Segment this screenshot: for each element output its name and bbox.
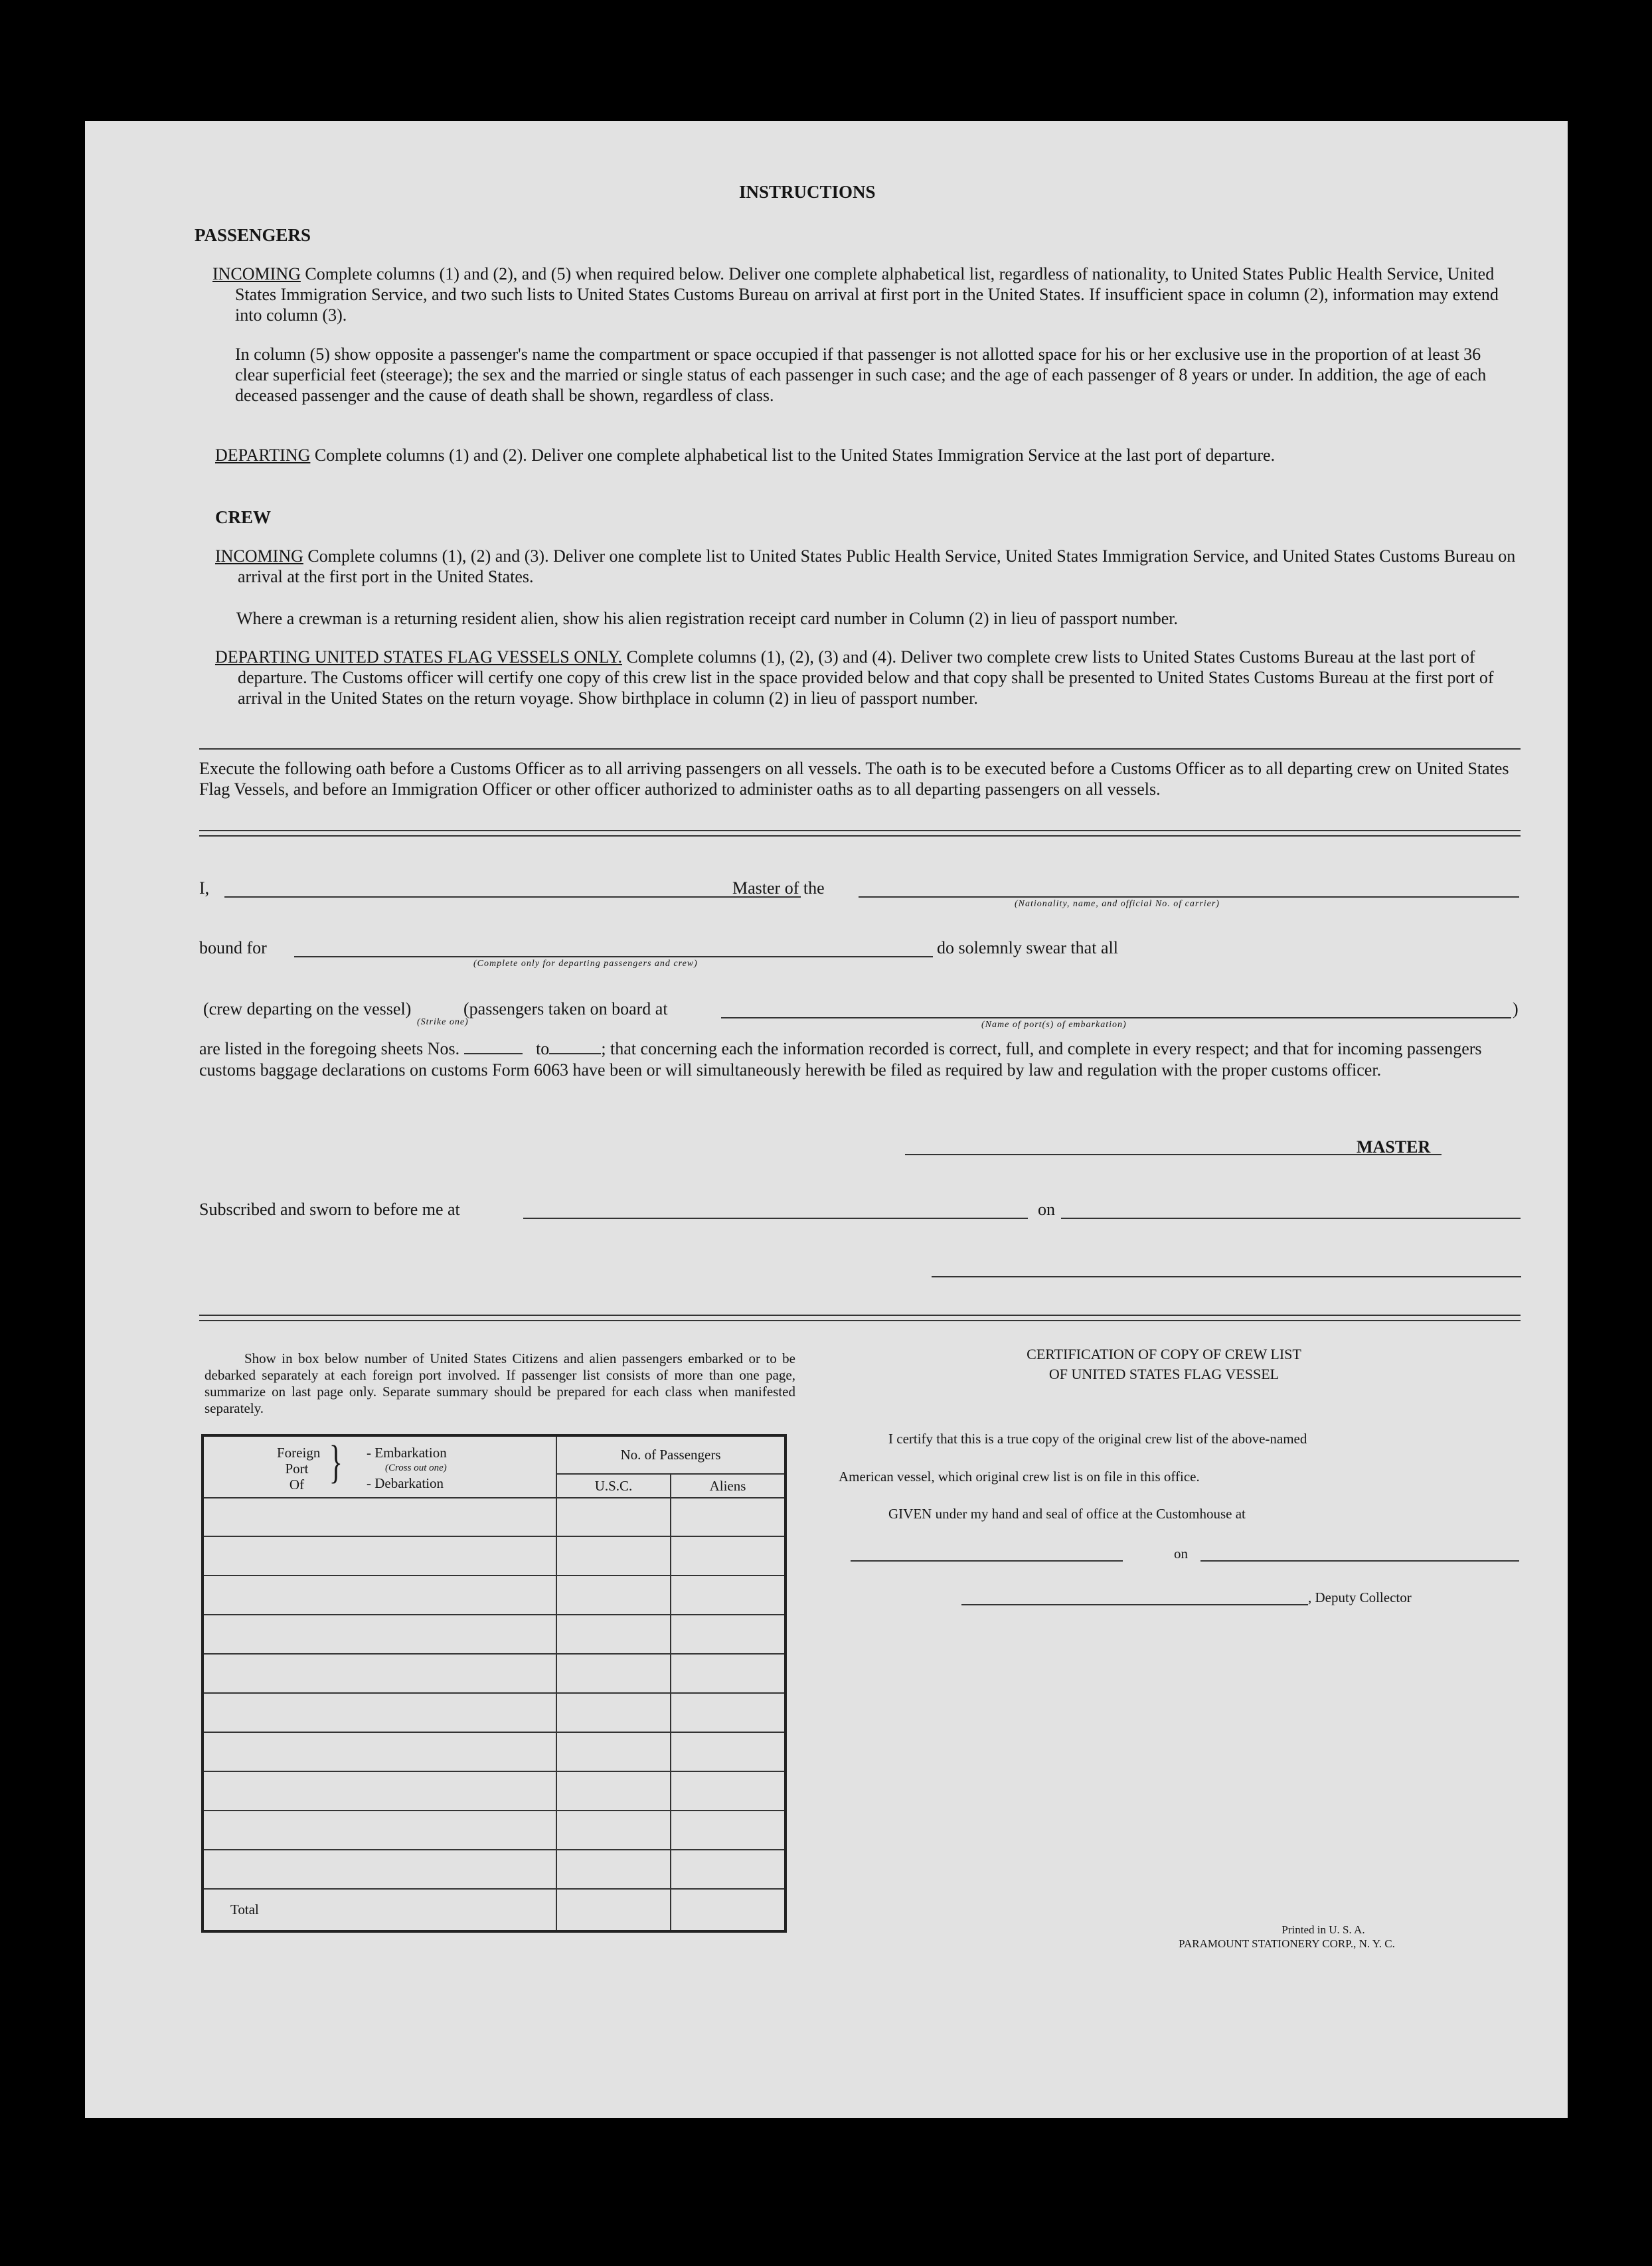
bound-for-line[interactable] [294, 956, 933, 957]
oath-statement [199, 1038, 1521, 1081]
passengers-departing-paragraph [215, 445, 1523, 465]
divider [199, 1315, 1521, 1321]
passengers-taken-label[interactable]: (passengers taken on board at [463, 999, 668, 1018]
certification-title-line2: OF UNITED STATES FLAG VESSEL [1048, 1366, 1280, 1382]
usc-header: U.S.C. [556, 1474, 671, 1498]
master-name-line[interactable] [224, 896, 801, 898]
crew-incoming-label: INCOMING [215, 546, 303, 566]
aliens-cell[interactable] [671, 1693, 785, 1732]
of-label: Of [289, 1477, 305, 1493]
table-row[interactable] [203, 1615, 785, 1654]
officer-signature-line[interactable] [932, 1276, 1521, 1277]
passengers-heading: PASSENGERS [195, 225, 311, 245]
crew-departing-text: Complete columns (1), (2), (3) and (4). Deliver two complete crew lists to United States Customs Bureau at the last port of departure. The Customs officer will certify one copy of this crew list in the space provided below and that copy shall be presented to United States Customs Bureau at the first port of arrival in the United States on the return voyage. Show birthplace in column (2) in lieu of passport number. [238, 647, 1494, 708]
crew-heading: CREW [215, 507, 272, 527]
port-cell[interactable] [203, 1732, 556, 1771]
aliens-cell[interactable] [671, 1498, 785, 1536]
swear-label: do solemnly swear that all [937, 938, 1118, 957]
usc-cell[interactable] [556, 1811, 671, 1850]
usc-cell[interactable] [556, 1498, 671, 1536]
summary-instructions: Show in box below number of United States Citizens and alien passengers embarked or to be debarked separately at each foreign port involved. If passenger list consists of more than one page, summarize on last page only. Separate summary should be prepared for each class when manifested separately. [205, 1350, 795, 1416]
master-label: MASTER [1357, 1137, 1431, 1157]
deputy-collector-signature-line[interactable] [961, 1604, 1308, 1605]
certification-title-line1: CERTIFICATION OF COPY OF CREW LIST [1027, 1346, 1301, 1362]
port-cell[interactable] [203, 1654, 556, 1693]
given-line: GIVEN under my hand and seal of office at the Customhouse at [888, 1506, 1246, 1522]
aliens-total-cell[interactable] [671, 1889, 785, 1931]
passengers-incoming-text: Complete columns (1) and (2), and (5) when required below. Deliver one complete alphabetical list, regardless of nationality, to United States Public Health Service, United States Immigration Service, and two such lists to United States Customs Bureau on arrival at first port in the United States. If insufficient space in column (2), information may extend into column (3). [235, 264, 1499, 325]
port-cell[interactable] [203, 1693, 556, 1732]
ports-caption: (Name of port(s) of embarkation) [981, 1020, 1127, 1030]
customhouse-place-line[interactable] [851, 1560, 1123, 1562]
to-label: to [536, 1039, 550, 1058]
port-cell[interactable] [203, 1615, 556, 1654]
certify-line2: American vessel, which original crew list is on file in this office. [839, 1469, 1200, 1485]
passenger-summary-table [201, 1434, 787, 1933]
port-cell[interactable] [203, 1850, 556, 1889]
port-cell[interactable] [203, 1576, 556, 1615]
listed-rest: ; that concerning each the information recorded is correct, full, and complete in every respect; and that for incoming passengers customs baggage declarations on customs Form 6063 have been or will simultaneously herewith be filed as required by law and regulation with the proper customs officer. [199, 1039, 1482, 1080]
debarkation-label[interactable]: - Debarkation [367, 1475, 444, 1491]
aliens-cell[interactable] [671, 1654, 785, 1693]
port-label: Port [285, 1461, 309, 1477]
aliens-cell[interactable] [671, 1811, 785, 1850]
usc-total-cell[interactable] [556, 1889, 671, 1931]
brace-icon: } [329, 1437, 343, 1488]
table-row[interactable] [203, 1693, 785, 1732]
usc-cell[interactable] [556, 1693, 671, 1732]
subscribed-date-line[interactable] [1061, 1218, 1521, 1219]
usc-cell[interactable] [556, 1576, 671, 1615]
form-page [85, 121, 1568, 2118]
port-header-cell [203, 1435, 556, 1498]
passengers-incoming-label: INCOMING [212, 264, 301, 283]
embarkation-label[interactable]: - Embarkation [367, 1445, 447, 1461]
port-cell[interactable] [203, 1536, 556, 1576]
instructions-title: INSTRUCTIONS [739, 182, 876, 202]
table-row[interactable] [203, 1771, 785, 1811]
port-cell[interactable] [203, 1498, 556, 1536]
close-paren: ) [1513, 999, 1519, 1018]
usc-cell[interactable] [556, 1615, 671, 1654]
aliens-cell[interactable] [671, 1536, 785, 1576]
aliens-cell[interactable] [671, 1732, 785, 1771]
aliens-cell[interactable] [671, 1771, 785, 1811]
certification-date-line[interactable] [1200, 1560, 1519, 1562]
table-row[interactable] [203, 1654, 785, 1693]
aliens-cell[interactable] [671, 1615, 785, 1654]
passengers-column5-paragraph: In column (5) show opposite a passenger's name the compartment or space occupied if that passenger is not allotted space for his or her exclusive use in the proportion of at least 36 clear superficial feet (steerage); the sex and the married or single status of each passenger in such case; and the age of each passenger of 8 years or under. In addition, the age of each deceased passenger and the cause of death shall be shown, regardless of class. [235, 345, 1487, 405]
port-cell[interactable] [203, 1811, 556, 1850]
total-row[interactable] [203, 1889, 785, 1931]
printer-imprint [1081, 1923, 1493, 1951]
printed-in-label: Printed in U. S. A. [1281, 1923, 1365, 1936]
usc-cell[interactable] [556, 1654, 671, 1693]
ports-line[interactable] [721, 1017, 1511, 1018]
sheet-from-line[interactable] [464, 1053, 523, 1054]
aliens-cell[interactable] [671, 1576, 785, 1615]
table-row[interactable] [203, 1576, 785, 1615]
usc-cell[interactable] [556, 1771, 671, 1811]
strike-caption: (Strike one) [417, 1017, 469, 1027]
divider [199, 830, 1521, 837]
subscribed-on-label: on [1038, 1200, 1055, 1219]
oath-intro: Execute the following oath before a Customs Officer as to all arriving passengers on all vessels. The oath is to be executed before a Customs Officer as to all departing crew on United States Flag Vessels, and before an Immigration Officer or other officer authorized to administer oaths as to all departing passengers on all vessels. [199, 759, 1509, 799]
certification-title [965, 1344, 1363, 1384]
usc-cell[interactable] [556, 1536, 671, 1576]
certification-on-label: on [1174, 1546, 1188, 1562]
crew-resident-paragraph: Where a crewman is a returning resident alien, show his alien registration receipt card number in Column (2) in lieu of passport number. [236, 609, 1179, 628]
oath-i-label: I, [199, 878, 210, 898]
subscribed-place-line[interactable] [523, 1218, 1028, 1219]
usc-cell[interactable] [556, 1850, 671, 1889]
crew-departing-paragraph [215, 647, 1523, 708]
total-label: Total [203, 1889, 556, 1931]
crew-departing-label[interactable]: (crew departing on the vessel) [203, 999, 412, 1018]
table-row[interactable] [203, 1498, 785, 1536]
aliens-header: Aliens [671, 1474, 785, 1498]
table-row[interactable] [203, 1850, 785, 1889]
bound-for-caption: (Complete only for departing passengers and crew) [473, 959, 698, 969]
crew-incoming-text: Complete columns (1), (2) and (3). Deliver one complete list to United States Public Health Service, United States Immigration Service, and United States Customs Bureau on arrival at the first port in the United States. [238, 546, 1516, 586]
table-row[interactable] [203, 1811, 785, 1850]
divider [199, 748, 1521, 750]
sheet-to-line[interactable] [549, 1053, 601, 1054]
usc-cell[interactable] [556, 1732, 671, 1771]
subscribed-label: Subscribed and sworn to before me at [199, 1200, 460, 1219]
table-row[interactable] [203, 1536, 785, 1576]
passengers-departing-label: DEPARTING [215, 445, 311, 465]
cross-out-label: (Cross out one) [385, 1463, 447, 1473]
bound-for-label: bound for [199, 938, 267, 957]
aliens-cell[interactable] [671, 1850, 785, 1889]
crew-incoming-paragraph [215, 546, 1523, 587]
master-of-label: Master of the [732, 878, 825, 898]
port-cell[interactable] [203, 1771, 556, 1811]
carrier-caption: (Nationality, name, and official No. of carrier) [1015, 899, 1220, 909]
certify-line1: I certify that this is a true copy of the original crew list of the above-named [888, 1431, 1307, 1447]
listed-label: are listed in the foregoing sheets Nos. [199, 1039, 460, 1058]
passengers-departing-text: Complete columns (1) and (2). Deliver one complete alphabetical list to the United States Immigration Service at the last port of departure. [314, 445, 1276, 465]
carrier-line[interactable] [859, 896, 1519, 898]
printer-name-label: PARAMOUNT STATIONERY CORP., N. Y. C. [1179, 1937, 1395, 1950]
passengers-incoming-paragraph [212, 264, 1523, 325]
table-row[interactable] [203, 1732, 785, 1771]
deputy-collector-label: , Deputy Collector [1308, 1589, 1412, 1605]
no-passengers-header: No. of Passengers [556, 1435, 785, 1474]
foreign-label: Foreign [277, 1445, 321, 1461]
crew-departing-label: DEPARTING UNITED STATES FLAG VESSELS ONLY. [215, 647, 622, 667]
